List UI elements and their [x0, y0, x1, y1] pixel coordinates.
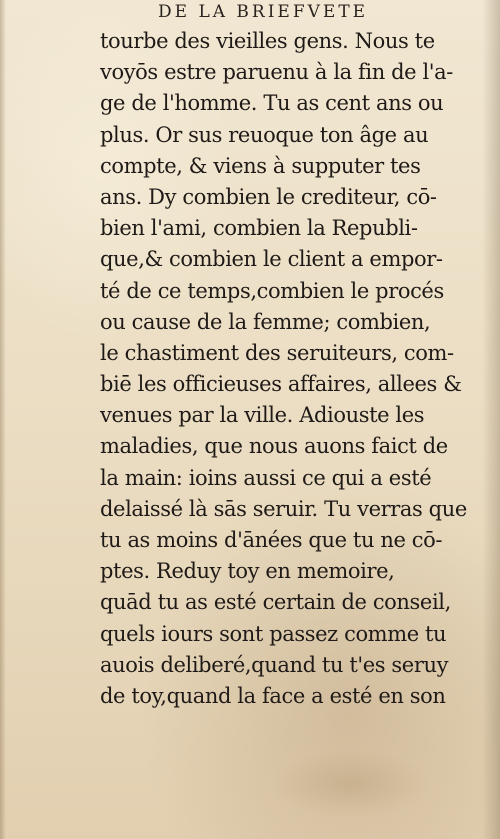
text-line: tu as moins d'ānées que tu ne cō- — [100, 528, 443, 552]
text-block — [100, 26, 467, 712]
text-line: le chastiment des seruiteurs, com- — [100, 340, 454, 365]
text-line: la main: ioins aussi ce qui a esté — [100, 465, 432, 490]
spine-shadow — [482, 0, 500, 839]
text-line: ge de l'homme. Tu as cent ans ou — [100, 91, 444, 116]
text-line: voyōs estre paruenu à la fin de l'a- — [100, 60, 453, 85]
text-line: ou cause de la femme; combien, — [100, 309, 431, 334]
running-head: DE LA BRIEFVETE — [158, 2, 369, 22]
text-line: quād tu as esté certain de conseil, — [100, 590, 451, 615]
text-line: que,& combien le client a empor- — [100, 247, 443, 272]
text-line: bien l'ami, combien la Republi- — [100, 216, 418, 241]
text-line: maladies, que nous auons faict de — [100, 434, 448, 459]
text-line: ptes. Reduy toy en memoire, — [100, 559, 395, 584]
text-line: de toy,quand la face a esté en son — [100, 683, 446, 708]
text-line: quels iours sont passez comme tu — [100, 621, 447, 646]
text-line: té de ce temps,combien le procés — [100, 278, 444, 303]
text-line: venues par la ville. Adiouste les — [100, 403, 425, 428]
page-edge-shadow — [0, 0, 6, 839]
text-line: plus. Or sus reuoque ton âge au — [100, 122, 429, 147]
text-line: ans. Dy combien le crediteur, cō- — [100, 184, 437, 209]
text-line: auois deliberé,quand tu t'es seruy — [100, 652, 449, 677]
text-line: tourbe des vieilles gens. Nous te — [100, 29, 435, 53]
text-line: delaissé là sās seruir. Tu verras que — [100, 496, 467, 521]
text-line: compte, & viens à supputer tes — [100, 153, 421, 178]
text-line: biē les officieuses affaires, allees & — [100, 372, 462, 397]
paper-stain — [270, 749, 430, 819]
